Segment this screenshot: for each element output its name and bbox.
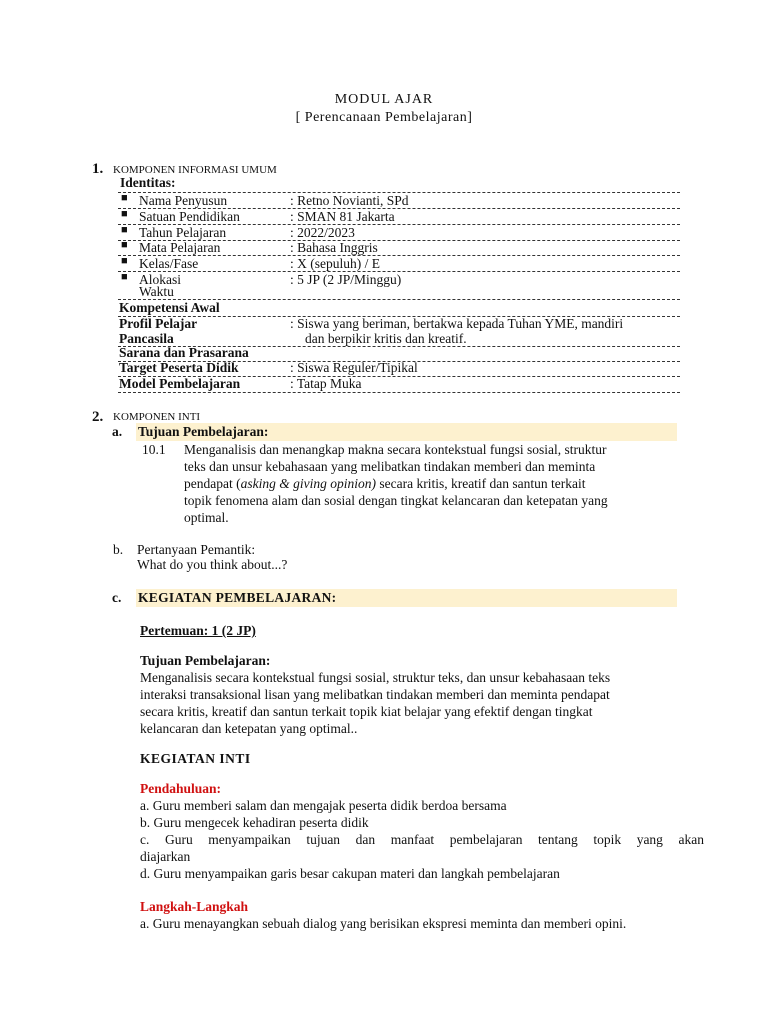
kegiatan-pembelajaran-heading: KEGIATAN PEMBELAJARAN: — [138, 590, 337, 605]
bullet-icon: ■ — [121, 224, 128, 236]
document-subtitle: [ Perencanaan Pembelajaran] — [295, 110, 473, 125]
tp-line: topik fenomena alam dan sosial dengan tingkat kelancaran dan ketepatan yang — [184, 493, 608, 508]
bullet-icon: ■ — [121, 208, 128, 220]
bullet-icon: ■ — [121, 192, 128, 204]
model-label: Model Pembelajaran — [119, 376, 241, 391]
item-c-letter: c. — [112, 590, 122, 605]
profil-value: : Siswa yang beriman, bertakwa kepada Tuhan YME, mandiri — [290, 316, 624, 331]
kompetensi-awal-label: Kompetensi Awal — [119, 300, 220, 315]
tp-line: Menganalisis dan menangkap makna secara kontekstual fungsi sosial, struktur — [184, 442, 607, 457]
langkah-item: a. Guru menayangkan sebuah dialog yang berisikan ekspresi meminta dan memberi opini. — [140, 916, 627, 931]
section-2-number: 2. — [92, 409, 104, 425]
tp-line: optimal. — [184, 510, 229, 525]
document-title: MODUL AJAR — [334, 92, 434, 107]
item-a-letter: a. — [112, 424, 123, 439]
item-b-letter: b. — [113, 542, 124, 557]
bullet-icon: ■ — [121, 255, 128, 267]
identity-row — [118, 256, 679, 271]
bullet-icon: ■ — [121, 239, 128, 251]
section-2-heading: KOMPONEN INTI — [113, 411, 201, 423]
section-1-number: 1. — [92, 161, 104, 177]
tp-line: teks dan unsur kebahasaan yang melibatkan tindakan memberi dan meminta — [184, 459, 596, 474]
identity-row — [118, 240, 679, 255]
sarana-label: Sarana dan Prasarana — [119, 345, 249, 360]
identity-row — [118, 272, 679, 287]
pertemuan-heading: Pertemuan: 1 (2 JP) — [140, 623, 256, 638]
tp-italic-text: asking & giving opinion) — [240, 476, 376, 491]
profil-label-continued: Pancasila — [119, 331, 174, 346]
pendahuluan-item-continued: diajarkan — [140, 849, 191, 864]
tujuan-line: secara kritis, kreatif dan santun terkait topik kiat belajar yang efektif dengan tingkat — [140, 704, 593, 719]
tp-number: 10.1 — [142, 442, 166, 457]
target-label: Target Peserta Didik — [119, 360, 239, 375]
pertanyaan-pemantik-text: What do you think about...? — [137, 557, 288, 572]
row-label: Alokasi — [139, 272, 181, 287]
row-label: Mata Pelajaran — [139, 240, 221, 255]
row-label-continued: Waktu — [139, 284, 174, 299]
pendahuluan-item: b. Guru mengecek kehadiran peserta didik — [140, 815, 369, 830]
tujuan-line: interaksi transaksional lisan yang melibatkan tindakan memberi dan meminta pendapat — [140, 687, 610, 702]
tp-text: pendapat ( — [184, 476, 241, 491]
row-label: Kelas/Fase — [139, 256, 199, 271]
pendahuluan-item: d. Guru menyampaikan garis besar cakupan materi dan langkah pembelajaran — [140, 866, 560, 881]
model-value: : Tatap Muka — [290, 376, 362, 391]
tp-line-with-italic — [184, 475, 586, 493]
identity-row — [118, 225, 679, 240]
row-label: Satuan Pendidikan — [139, 209, 240, 224]
tujuan-line: kelancaran dan ketepatan yang optimal.. — [140, 721, 358, 736]
identity-row — [118, 209, 679, 224]
pendahuluan-heading: Pendahuluan: — [140, 781, 222, 796]
tujuan-line: Menganalisis secara kontekstual fungsi sosial, struktur teks, dan unsur kebahasaan teks — [140, 670, 611, 685]
profil-value-continued: dan berpikir kritis dan kreatif. — [305, 331, 467, 346]
row-value: : SMAN 81 Jakarta — [290, 209, 395, 224]
row-label: Tahun Pelajaran — [139, 225, 227, 240]
section-1-heading: KOMPONEN INFORMASI UMUM — [113, 164, 277, 176]
tp-text: secara kritis, kreatif dan santun terkait — [375, 476, 586, 491]
tujuan-pembelajaran-heading: Tujuan Pembelajaran: — [138, 424, 269, 439]
row-value: : Bahasa Inggris — [290, 240, 378, 255]
row-value: : 2022/2023 — [290, 225, 355, 240]
row-value: : Retno Novianti, SPd — [290, 193, 409, 208]
pendahuluan-item: a. Guru memberi salam dan mengajak peserta didik berdoa bersama — [140, 798, 507, 813]
row-label: Nama Penyusun — [139, 193, 228, 208]
row-value: : X (sepuluh) / E — [290, 256, 380, 271]
langkah-heading: Langkah-Langkah — [140, 899, 249, 914]
profil-label: Profil Pelajar — [119, 316, 198, 331]
identitas-label: Identitas: — [120, 175, 176, 190]
pertanyaan-pemantik-heading: Pertanyaan Pemantik: — [137, 542, 256, 557]
identity-row — [118, 193, 679, 208]
bullet-icon: ■ — [121, 271, 128, 283]
divider — [118, 392, 680, 393]
pendahuluan-item: c. Guru menyampaikan tujuan dan manfaat pembelajaran tentang topik yang akan — [140, 832, 704, 847]
target-value: : Siswa Reguler/Tipikal — [290, 360, 418, 375]
kegiatan-inti-heading: KEGIATAN INTI — [140, 751, 251, 766]
tujuan-heading: Tujuan Pembelajaran: — [140, 653, 271, 668]
row-value: : 5 JP (2 JP/Minggu) — [290, 272, 402, 287]
